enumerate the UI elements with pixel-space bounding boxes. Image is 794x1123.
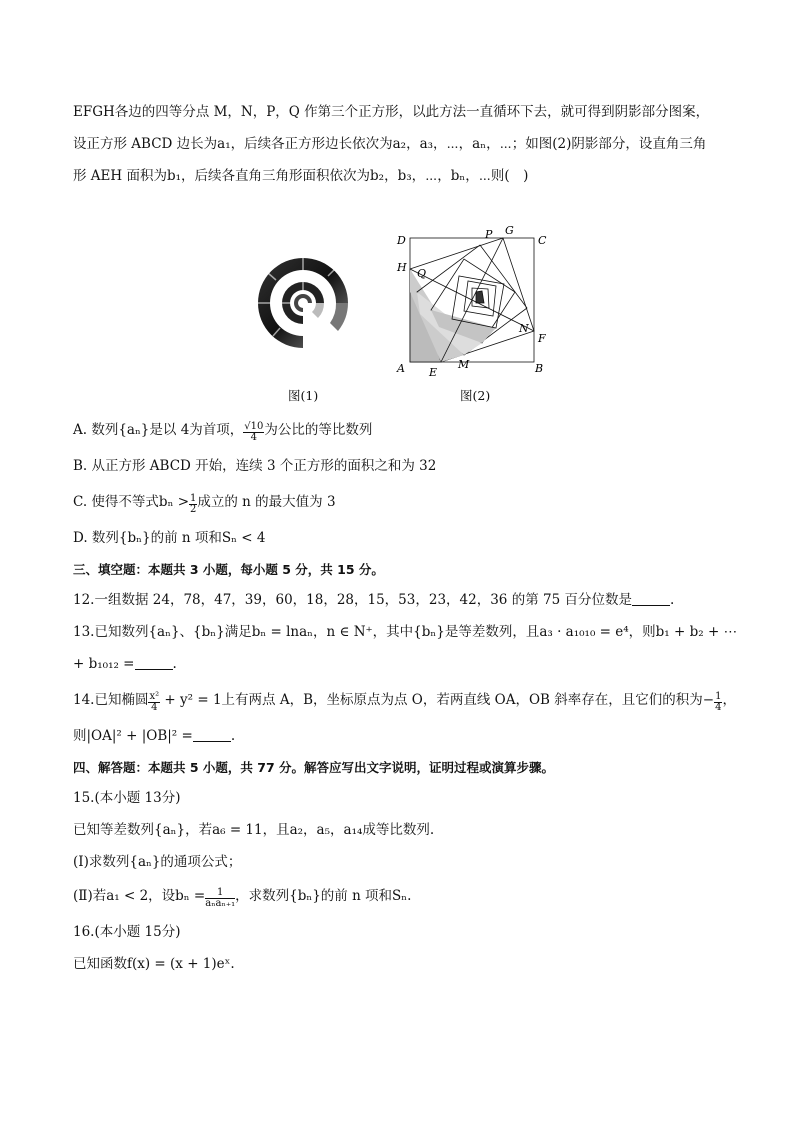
- question-15-title: 15.(本小题 13分): [73, 790, 181, 806]
- label-H: H: [397, 261, 407, 274]
- option-a: A. 数列{aₙ}是以 4为首项， $\frac{√10}{4}$ 为公比的等比数列: [73, 421, 373, 443]
- label-E: E: [429, 366, 438, 379]
- answer-blank[interactable]: [135, 655, 173, 670]
- fraction: $\frac{1}{\text{aₙaₙ₊₁}}$: [205, 887, 236, 909]
- question-15-line-1: 已知等差数列{aₙ}，若a₆ = 11，且a₂，a₅，a₁₄成等比数列.: [73, 822, 435, 838]
- question-14-line-1: 14.已知椭圆 $\frac{\text{x²}}{4}$ + y² = 1上有两点 A，B，坐标原点为点 O，若两直线 OA，OB 斜率存在，且它们的积为− $\frac{1}{4}$ ，: [73, 691, 736, 713]
- option-d: D. 数列{bₙ}的前 n 项和Sₙ < 4: [73, 530, 266, 546]
- question-13-line-2: + b₁₀₁₂ = .: [73, 656, 177, 672]
- option-b: B. 从正方形 ABCD 开始，连续 3 个正方形的面积之和为 32: [73, 458, 437, 474]
- label-M: M: [458, 358, 470, 371]
- intro-line-1: EFGH各边的四等分点 M，N，P，Q 作第三个正方形，以此方法一直循环下去，就可得到阴影部分图案，: [73, 104, 710, 120]
- fraction: $\frac{1}{2}$: [190, 493, 197, 515]
- nested-squares-figure: [392, 224, 562, 384]
- fraction: $\frac{1}{4}$: [715, 691, 722, 713]
- question-16-title: 16.(本小题 15分): [73, 924, 181, 940]
- label-F: F: [538, 332, 546, 345]
- answer-blank[interactable]: [632, 591, 670, 606]
- intro-line-3: 形 AEH 面积为b₁，后续各直角三角形面积依次为b₂，b₃，⋯，bₙ，⋯则( ): [73, 168, 529, 184]
- question-15-part-2: (Ⅱ)若a₁ < 2，设bₙ = $\frac{1}{\text{aₙaₙ₊₁}}$ ，求数列{bₙ}的前 n 项和Sₙ.: [73, 887, 412, 909]
- section-4-heading: 四、解答题：本题共 5 小题，共 77 分。解答应写出文字说明，证明过程或演算步骤。: [73, 760, 555, 775]
- label-N: N: [519, 322, 529, 335]
- intro-line-2: 设正方形 ABCD 边长为a₁，后续各正方形边长依次为a₂，a₃，⋯，aₙ，⋯；如图(2)阴影部分，设直角三角: [73, 136, 707, 152]
- fraction: $\frac{\text{x²}}{4}$: [149, 691, 160, 713]
- figure-caption-2: 图(2): [460, 388, 491, 403]
- label-C: C: [538, 234, 547, 247]
- label-D: D: [397, 234, 406, 247]
- label-P: P: [485, 228, 493, 241]
- question-16-line-1: 已知函数f(x) = (x + 1)eˣ.: [73, 956, 235, 972]
- question-15-part-1: (Ⅰ)求数列{aₙ}的通项公式；: [73, 854, 242, 870]
- spiral-figure: [238, 238, 368, 368]
- question-13-line-1: 13.已知数列{aₙ}、{bₙ}满足bₙ = lnaₙ，n ∈ N⁺，其中{bₙ}是等差数列，且a₃ · a₁₀₁₀ = e⁴，则b₁ + b₂ + ⋯: [73, 624, 738, 640]
- answer-blank[interactable]: [193, 727, 231, 742]
- question-12: 12.一组数据 24，78，47，39，60，18，28，15，53，23，42，36 的第 75 百分位数是 .: [73, 592, 675, 608]
- label-Q: Q: [417, 267, 427, 280]
- label-A: A: [397, 362, 405, 375]
- label-G: G: [505, 224, 514, 237]
- label-B: B: [535, 362, 544, 375]
- fraction: $\frac{√10}{4}$: [244, 421, 264, 443]
- section-3-heading: 三、填空题：本题共 3 小题，每小题 5 分，共 15 分。: [73, 562, 384, 577]
- figure-caption-1: 图(1): [288, 388, 319, 403]
- option-c: C. 使得不等式bₙ > $\frac{1}{2}$ 成立的 n 的最大值为 3: [73, 493, 336, 515]
- question-14-line-2: 则|OA|² + |OB|² = .: [73, 728, 236, 744]
